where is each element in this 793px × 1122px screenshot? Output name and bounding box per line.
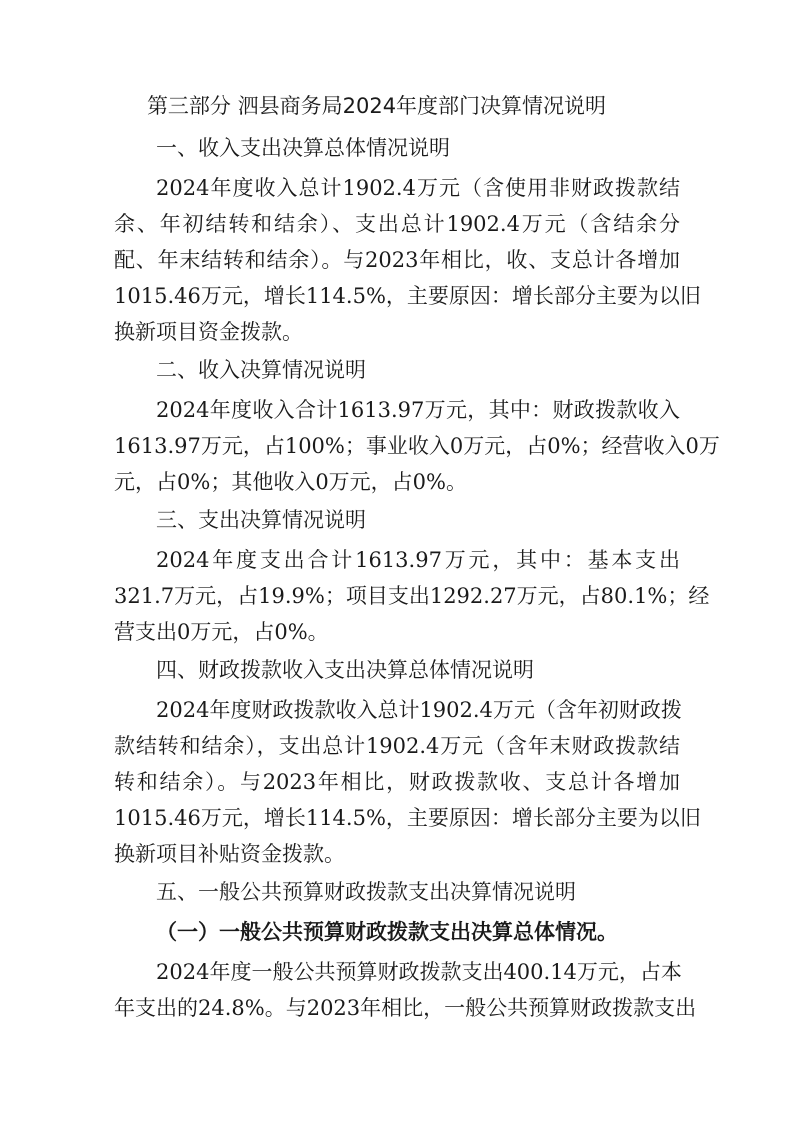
paragraph-line: 1015.46万元，增长114.5%，主要原因：增长部分主要为以旧 [114, 806, 701, 830]
paragraph-line: 余、年初结转和结余）、支出总计1902.4万元（含结余分 [114, 212, 680, 236]
section-5-heading: 五、一般公共预算财政拨款支出决算情况说明 [156, 880, 576, 904]
paragraph-line: 元，占0%；其他收入0万元，占0%。 [114, 470, 467, 494]
paragraph-line: 2024年度收入总计1902.4万元（含使用非财政拨款结 [156, 176, 680, 200]
paragraph-line: 2024年度财政拨款收入总计1902.4万元（含年初财政拨 [156, 698, 682, 722]
section-5-subheading: （一）一般公共预算财政拨款支出决算总体情况。 [156, 919, 618, 944]
paragraph-line: 1613.97万元，占100%；事业收入0万元，占0%；经营收入0万 [114, 434, 720, 458]
paragraph-line: 配、年末结转和结余）。与2023年相比，收、支总计各增加 [114, 248, 680, 272]
paragraph-line: 2024年度收入合计1613.97万元，其中：财政拨款收入 [156, 398, 680, 422]
paragraph-line: 换新项目资金拨款。 [114, 320, 303, 344]
paragraph-line: 营支出0万元，占0%。 [114, 620, 329, 644]
paragraph-line: 转和结余）。与2023年相比，财政拨款收、支总计各增加 [114, 770, 680, 794]
paragraph-line: 321.7万元，占19.9%；项目支出1292.27万元，占80.1%；经 [114, 584, 710, 608]
paragraph-line: 款结转和结余），支出总计1902.4万元（含年末财政拨款结 [114, 734, 680, 758]
paragraph-line: 1015.46万元，增长114.5%，主要原因：增长部分主要为以旧 [114, 284, 701, 308]
paragraph-line: 2024年度支出合计1613.97万元，其中：基本支出 [156, 548, 680, 572]
paragraph-line: 换新项目补贴资金拨款。 [114, 842, 345, 866]
section-2-heading: 二、收入决算情况说明 [156, 358, 366, 382]
section-4-heading: 四、财政拨款收入支出决算总体情况说明 [156, 658, 534, 682]
section-1-heading: 一、收入支出决算总体情况说明 [156, 136, 450, 160]
section-3-heading: 三、支出决算情况说明 [156, 508, 366, 532]
paragraph-line: 年支出的24.8%。与2023年相比，一般公共预算财政拨款支出 [114, 996, 697, 1020]
paragraph-line: 2024年度一般公共预算财政拨款支出400.14万元，占本 [156, 960, 682, 984]
document-title: 第三部分 泗县商务局2024年度部门决算情况说明 [146, 94, 607, 118]
